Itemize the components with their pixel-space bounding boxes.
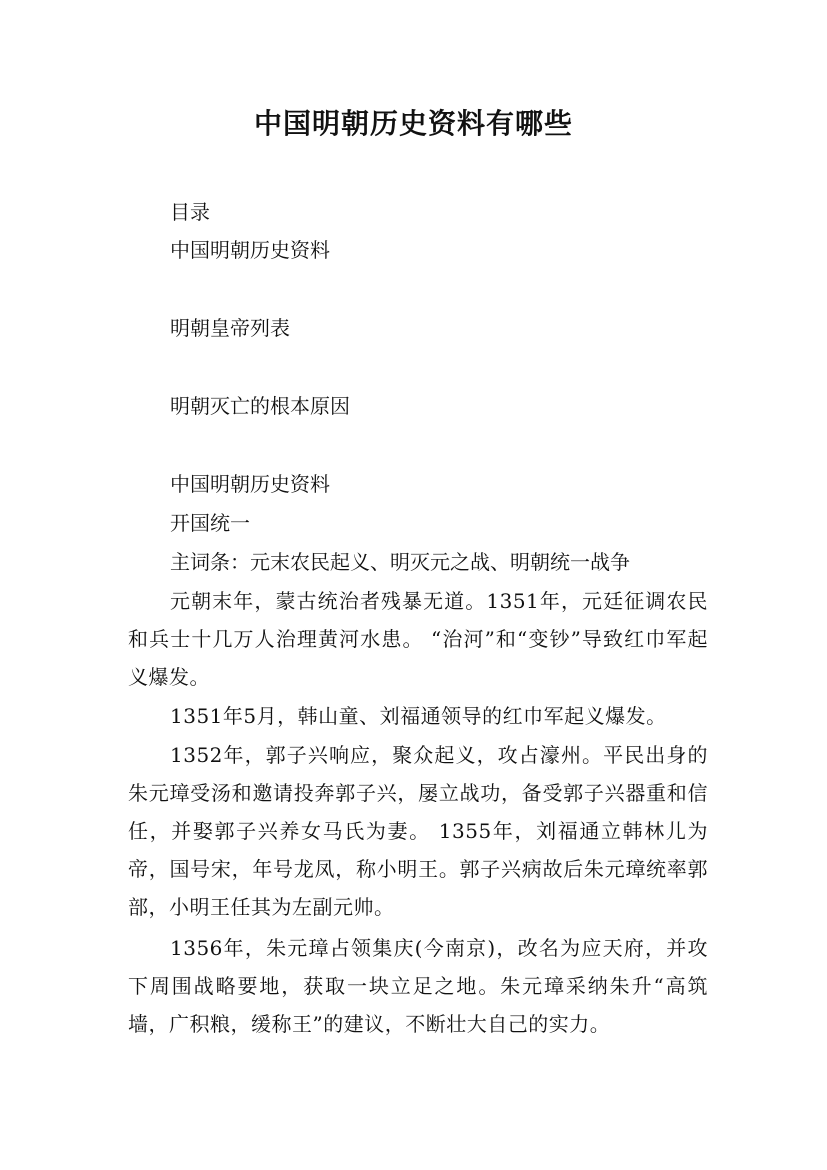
toc-item-fall: 明朝灭亡的根本原因 [170, 394, 350, 418]
paragraph-nanjing: 1356年，朱元璋占领集庆(今南京)，改名为应天府，并攻下周围战略要地，获取一块立足之地。朱元璋采纳朱升“高筑墙，广积粮，缓称王”的建议，不断壮大自己的实力。 [128, 936, 708, 1036]
toc-item-history: 中国明朝历史资料 [170, 238, 330, 262]
keywords-line: 主词条：元末农民起义、明灭元之战、明朝统一战争 [170, 550, 630, 574]
paragraph-yuan-end: 元朝末年，蒙古统治者残暴无道。1351年，元廷征调农民和兵士十几万人治理黄河水患。 “治河”和“变钞”导致红巾军起义爆发。 [128, 589, 708, 689]
toc-item-emperors: 明朝皇帝列表 [170, 316, 290, 340]
section-title: 中国明朝历史资料 [170, 472, 330, 496]
paragraph-guo-zixing: 1352年，郭子兴响应，聚众起义，攻占濠州。平民出身的朱元璋受汤和邀请投奔郭子兴，屡立战功，备受郭子兴器重和信任，并娶郭子兴养女马氏为妻。 1355年，刘福通立韩林儿为帝，国号宋，年号龙凤，称小明王。郭子兴病故后朱元璋统率郭部，小明王任其为左副元帅。 [128, 743, 708, 919]
document-title: 中国明朝历史资料有哪些 [253, 107, 573, 140]
toc-heading: 目录 [170, 200, 210, 224]
paragraph-red-turban: 1351年5月，韩山童、刘福通领导的红巾军起义爆发。 [170, 704, 667, 728]
subsection-title: 开国统一 [170, 511, 250, 535]
